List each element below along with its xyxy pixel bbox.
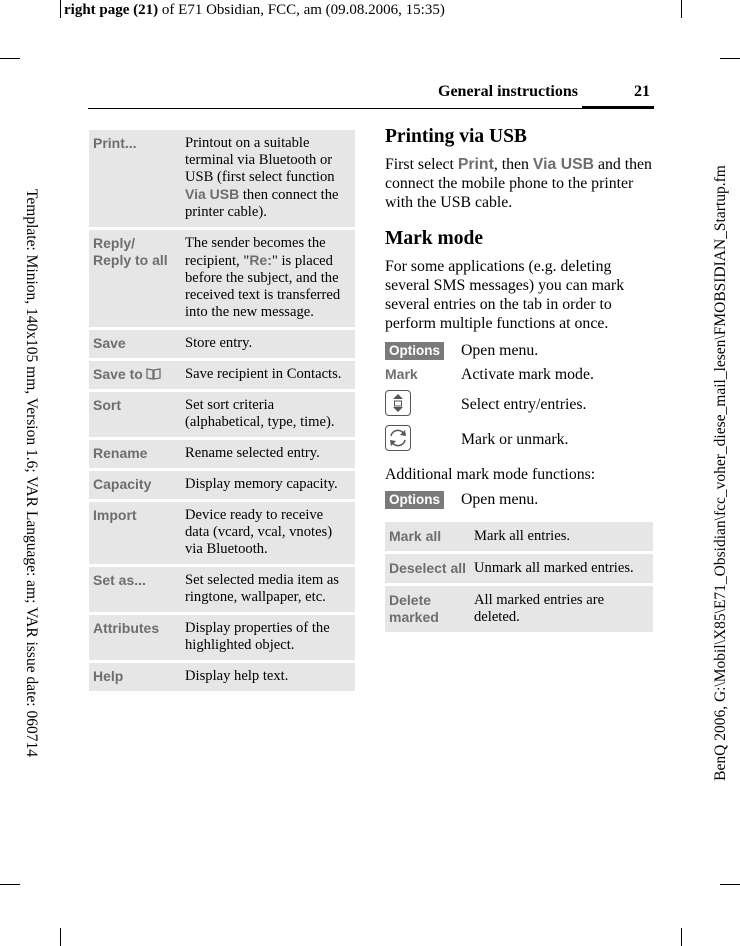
center-key-toggle-icon [385,425,411,451]
right-column [385,124,653,635]
option-label [93,620,185,654]
option-description [185,335,351,352]
via-usb-function-label: Via USB [532,156,595,173]
page-number: 21 [634,83,650,100]
options-row [385,339,653,363]
toggle-description: Mark or unmark. [461,431,569,448]
table-row-delete-marked [385,586,653,632]
function-label: Deselect all [389,560,467,576]
option-description [185,572,351,606]
description-text: Store entry. [185,335,253,351]
toggle-key-cell [385,425,461,456]
table-row-mark-all [385,522,653,551]
description-text: Display properties of the highlighted object. [185,620,330,653]
mark-mode-heading: Mark mode [385,228,484,249]
function-label: Delete marked [389,592,439,625]
mark-functions-table [385,522,653,632]
options-table [89,130,355,694]
crop-mark [681,0,682,18]
select-description: Select entry/entries. [461,396,587,413]
option-description [185,507,351,558]
option-label [93,397,185,431]
option-description [185,235,351,321]
options-softkey-2: Options [385,491,444,509]
select-row [385,387,653,423]
table-row-reply-reply-to-all [89,230,355,327]
option-label-text: Help [93,668,124,684]
option-label [93,476,185,493]
function-label: Mark all [389,528,442,544]
table-row-save-to [89,361,355,389]
crop-mark [60,928,61,946]
table-row-save [89,330,355,358]
option-label-text: Print... [93,135,137,151]
option-label [93,507,185,558]
option-label-text: Sort [93,397,121,413]
mark-description: Activate mark mode. [461,366,594,383]
description-text: Rename selected entry. [185,445,320,461]
table-row-attributes [89,615,355,660]
option-label-text: Save [93,335,126,351]
table-row-import [89,502,355,564]
option-label-text: Import [93,507,137,523]
crop-mark [681,928,682,946]
description-text: Display help text. [185,668,289,684]
table-row-capacity [89,471,355,499]
usb-text: , then [493,156,533,173]
description-text: Set selected media item as ringtone, wallpaper, etc. [185,572,339,605]
options-key-cell [385,342,461,360]
options-key-cell-2 [385,491,461,509]
additional-functions-text: Additional mark mode functions: [385,466,596,483]
option-label [93,445,185,462]
option-label-text: Set as... [93,572,146,588]
option-label-text: Rename [93,445,148,461]
options-description-2: Open menu. [461,491,539,508]
option-label [93,366,185,383]
select-key-cell [385,390,461,421]
function-description: All marked entries are deleted. [474,592,605,625]
inline-function-label: Re: [249,252,272,268]
options-description: Open menu. [461,342,539,359]
option-label [93,335,185,352]
description-text: then connect the printer cable). [185,187,339,220]
mark-row [385,363,653,387]
description-text: Display memory capacity. [185,476,338,492]
template-margin-text: Template: Minion, 140x105 mm, Version 1.6; VAR Language: am; VAR issue date: 060714 [23,189,40,757]
mark-key-cell [385,366,461,384]
description-text: Set sort criteria (alphabetical, type, time). [185,397,335,430]
option-description [185,620,351,654]
print-header-page: right page (21) [64,2,159,18]
option-description [185,668,351,685]
usb-heading: Printing via USB [385,126,527,147]
usb-paragraph [385,155,653,212]
option-description [185,366,351,383]
inline-function-label: Via USB [185,186,240,202]
description-text: Save recipient in Contacts. [185,366,342,382]
option-description [185,135,351,221]
print-header-info: of E71 Obsidian, FCC, am (09.08.2006, 15:35) [158,2,445,18]
option-label-text: Save to [93,366,143,382]
option-label-text: Capacity [93,476,152,492]
options-softkey: Options [385,342,444,360]
mark-softkey-label: Mark [385,366,418,382]
table-row-set-as [89,567,355,612]
crop-mark [0,58,20,59]
function-description: Unmark all marked entries. [474,560,634,576]
description-text: The sender becomes the recipient, " [185,235,326,269]
option-description [185,476,351,493]
mark-mode-paragraph: For some applications (e.g. deleting several SMS messages) you can mark several entries on the tab in order to perform multiple functions at once. [385,258,625,332]
option-description [185,445,351,462]
table-row-help [89,663,355,691]
usb-text: and then connect the mobile phone to the printer with the USB cable. [385,156,652,211]
table-row-rename [89,440,355,468]
option-label [93,572,185,606]
file-path-margin-text: BenQ 2006, G:\Mobil\X85\E71_Obsidian\fcc_voher_diese_mail_lesen\FMOBSIDIAN_Startup.fm [712,165,729,781]
description-text: " is placed before the subject, and the received text is transferred into the new message. [185,253,341,320]
table-row-deselect-all [385,554,653,583]
option-label [93,668,185,685]
header-rule [88,108,582,109]
option-description [185,397,351,431]
table-row-print [89,130,355,227]
usb-text: First select [385,156,458,173]
table-row-sort [89,392,355,437]
print-function-label: Print [457,156,494,173]
crop-mark [60,0,61,18]
option-label-text: Attributes [93,620,160,636]
description-text: Device ready to receive data (vcard, vcal, vnotes) via Bluetooth. [185,507,333,557]
print-header [64,2,445,19]
crop-mark [0,884,20,885]
function-description: Mark all entries. [474,528,571,544]
option-label [93,235,185,321]
navigation-up-down-icon [385,390,411,416]
option-label [93,135,185,221]
description-text: Printout on a suitable terminal via Bluetooth or USB (first select function [185,135,335,185]
running-header-title: General instructions [438,83,578,100]
header-rule-accent [582,106,654,109]
options-row-2 [385,488,653,512]
contacts-book-icon [146,367,161,380]
option-label-text: Reply/ Reply to all [93,235,168,268]
toggle-row [385,423,653,457]
